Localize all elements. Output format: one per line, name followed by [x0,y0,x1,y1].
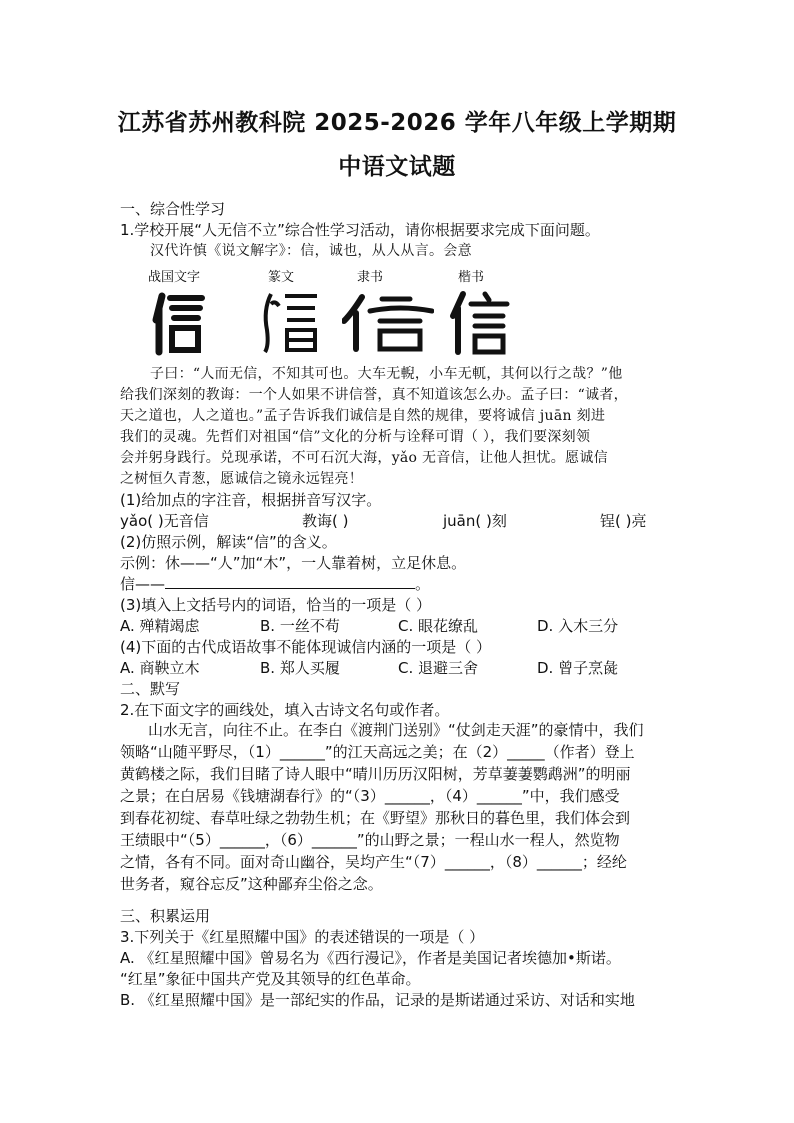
exam-title-line2: 中语文试题 [338,154,456,180]
regular-xin-glyph [443,288,513,358]
sub3-option-b: B. 一丝不苟 [260,617,340,635]
script-label-seal: 篆文 [268,270,295,285]
sub1-item-yao: yǎo( )无音信 [120,512,209,530]
dictation-line-3: 黄鹤楼之际，我们目睹了诗人眼中“晴川历历汉阳树，芳草萋萋鹦鹉洲”的明丽 [120,765,631,783]
sub4-option-c: C. 退避三舍 [398,659,479,677]
q3-stem: 3.下列关于《红星照耀中国》的表述错误的一项是（ ） [120,928,485,946]
passage-line-3: 天之道也，人之道也。”孟子告诉我们诚信是自然的规律，要将诚信 juān 刻进 [120,408,606,424]
passage-line-6: 之树恒久青葱，愿诚信之镜永远锃亮！ [120,471,364,487]
sub3-option-a: A. 殚精竭虑 [120,617,200,635]
seal-xin-glyph [255,288,325,358]
section1-heading: 一、综合性学习 [120,200,226,218]
q3-option-a-cont: “红星”象征中国共产党及其领导的红色革命。 [120,970,421,988]
passage-line-1: 子曰：“人而无信，不知其可也。大车无輗，小车无軏，其何以行之哉？”他 [150,366,623,382]
section3-heading: 三、积累运用 [120,907,211,925]
sub3-option-c: C. 眼花缭乱 [398,617,479,635]
dictation-line-7: 之情，各有不同。面对奇山幽谷，吴均产生“（7）______，（8）______；经纶 [120,853,627,871]
clerical-xin-glyph [340,288,435,358]
xin-answer-blank[interactable] [165,574,415,589]
sub4-option-b: B. 郑人买履 [260,659,340,677]
section2-heading: 二、默写 [120,680,181,698]
script-label-regular: 楷书 [458,270,485,285]
sub4-option-d: D. 曾子烹彘 [537,659,619,677]
script-label-warring-states: 战国文字 [148,270,201,285]
warring-states-xin-glyph [148,288,208,358]
sub-question-2: (2)仿照示例，解读“信”的含义。 [120,533,337,551]
q3-option-a: A. 《红星照耀中国》曾易名为《西行漫记》，作者是美国记者埃德加•斯诺。 [120,949,621,967]
dictation-line-4: 之景；在白居易《钱塘湖春行》的“（3）______，（4）______”中，我们感受 [120,787,620,805]
exam-title-line1: 江苏省苏州教科院 2025-2026 学年八年级上学期期 [117,110,677,136]
script-label-clerical: 隶书 [357,270,384,285]
sub3-option-d: D. 入木三分 [537,617,619,635]
sub-question-1: (1)给加点的字注音，根据拼音写汉字。 [120,491,382,509]
dictation-line-2: 领略“山随平野尽，（1）______”的江天高远之美；在（2）_____（作者）登上 [120,743,635,761]
dictation-line-1: 山水无言，向往不止。在李白《渡荆门送别》“仗剑走天涯”的豪情中，我们 [148,721,644,739]
xin-end: 。 [415,575,431,593]
q2-stem: 2.在下面文字的画线处，填入古诗文名句或作者。 [120,701,450,719]
sub4-option-a: A. 商鞅立木 [120,659,200,677]
passage-line-5: 会并躬身践行。兑现承诺，不可石沉大海，yǎo 无音信，让他人担忧。愿诚信 [120,450,608,466]
xin-prefix: 信—— [120,575,166,593]
shuowen-quote: 汉代许慎《说文解字》：信，诚也，从人从言。会意 [150,243,472,259]
xin-answer-line [120,574,430,594]
sub1-item-juan: juān( )刻 [443,512,507,530]
q3-option-b: B. 《红星照耀中国》是一部纪实的作品，记录的是斯诺通过采访、对话和实地 [120,991,635,1009]
dictation-line-5: 到春花初绽、春草吐绿之勃勃生机；在《野望》那秋日的暮色里，我们体会到 [120,809,631,827]
passage-line-2: 给我们深刻的教诲：一个人如果不讲信誉，真不知道该怎么办。孟子曰：“诚者， [120,387,628,403]
sub1-item-jiaohui: 教诲( ) [302,512,349,530]
passage-line-4: 我们的灵魂。先哲们对祖国“信”文化的分析与诠释可谓（ ），我们要深刻领 [120,429,591,445]
q1-stem: 1.学校开展“人无信不立”综合性学习活动，请你根据要求完成下面问题。 [120,221,600,239]
sub1-item-zeng: 锃( )亮 [600,512,647,530]
sub-question-4: (4)下面的古代成语故事不能体现诚信内涵的一项是（ ） [120,638,492,656]
sub-question-3: (3)填入上文括号内的词语，恰当的一项是（ ） [120,596,432,614]
dictation-line-6: 王绩眼中“（5）______，（6）______”的山野之景；一程山水一程人，然览物 [120,831,620,849]
dictation-line-8: 世务者，窥谷忘反”这种鄙弃尘俗之念。 [120,875,383,893]
example-line: 示例：休——“人”加“木”，一人靠着树，立足休息。 [120,554,467,572]
